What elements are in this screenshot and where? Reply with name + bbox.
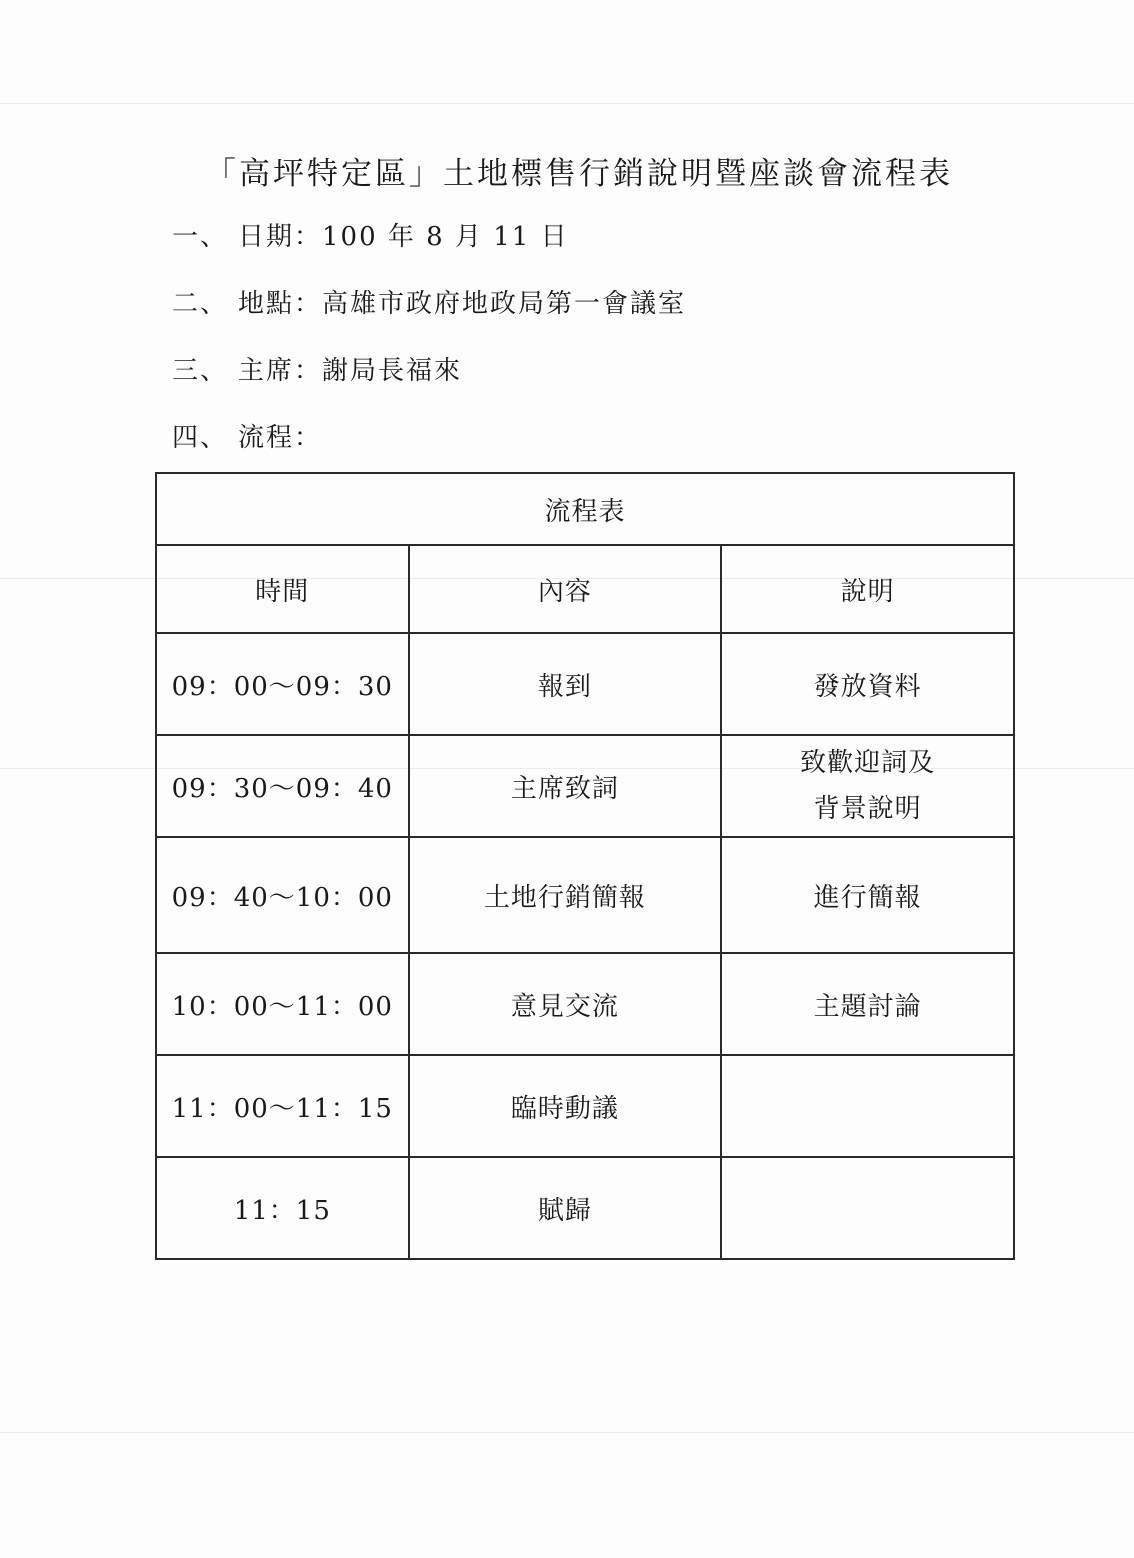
cell-note [721, 1157, 1014, 1259]
table-header-row [156, 545, 1014, 633]
item-number: 四、 [172, 423, 229, 453]
item-text: 地點：高雄市政府地政局第一會議室 [238, 289, 687, 319]
cell-time: 11：15 [156, 1157, 409, 1259]
header-content: 內容 [409, 545, 722, 633]
table-row [156, 837, 1014, 953]
table-caption: 流程表 [156, 473, 1014, 545]
header-note: 說明 [721, 545, 1014, 633]
cell-content: 臨時動議 [409, 1055, 722, 1157]
table-row [156, 633, 1014, 735]
schedule-table [155, 472, 1015, 1260]
item-number: 二、 [172, 289, 229, 319]
cell-time: 10：00～11：00 [156, 953, 409, 1055]
item-number: 一、 [172, 222, 229, 252]
table-row [156, 735, 1014, 837]
cell-content: 報到 [409, 633, 722, 735]
cell-time: 11：00～11：15 [156, 1055, 409, 1157]
table-caption-row [156, 473, 1014, 545]
cell-content: 意見交流 [409, 953, 722, 1055]
table-row [156, 1157, 1014, 1259]
cell-content: 土地行銷簡報 [409, 837, 722, 953]
info-location [172, 283, 686, 320]
fold-line [0, 1432, 1134, 1433]
document-title: 「高坪特定區」土地標售行銷說明暨座談會流程表 [205, 156, 953, 192]
cell-time: 09：00～09：30 [156, 633, 409, 735]
table-row [156, 953, 1014, 1055]
item-text: 流程： [238, 423, 323, 453]
cell-note: 主題討論 [721, 953, 1014, 1055]
item-text: 日期：100 年 8 月 11 日 [238, 222, 569, 252]
cell-note: 發放資料 [721, 633, 1014, 735]
header-time: 時間 [156, 545, 409, 633]
cell-note [721, 1055, 1014, 1157]
cell-note [721, 735, 1014, 837]
cell-note-line: 致歡迎詞及 [800, 748, 936, 778]
info-date [172, 216, 569, 253]
table-row [156, 1055, 1014, 1157]
fold-line [0, 103, 1134, 104]
cell-content: 賦歸 [409, 1157, 722, 1259]
cell-time: 09：30～09：40 [156, 735, 409, 837]
cell-content: 主席致詞 [409, 735, 722, 837]
cell-note: 進行簡報 [721, 837, 1014, 953]
cell-note-line: 背景說明 [813, 794, 922, 824]
info-flow [172, 417, 322, 454]
item-text: 主席：謝局長福來 [238, 356, 463, 386]
cell-time: 09：40～10：00 [156, 837, 409, 953]
info-chair [172, 350, 462, 387]
item-number: 三、 [172, 356, 229, 386]
